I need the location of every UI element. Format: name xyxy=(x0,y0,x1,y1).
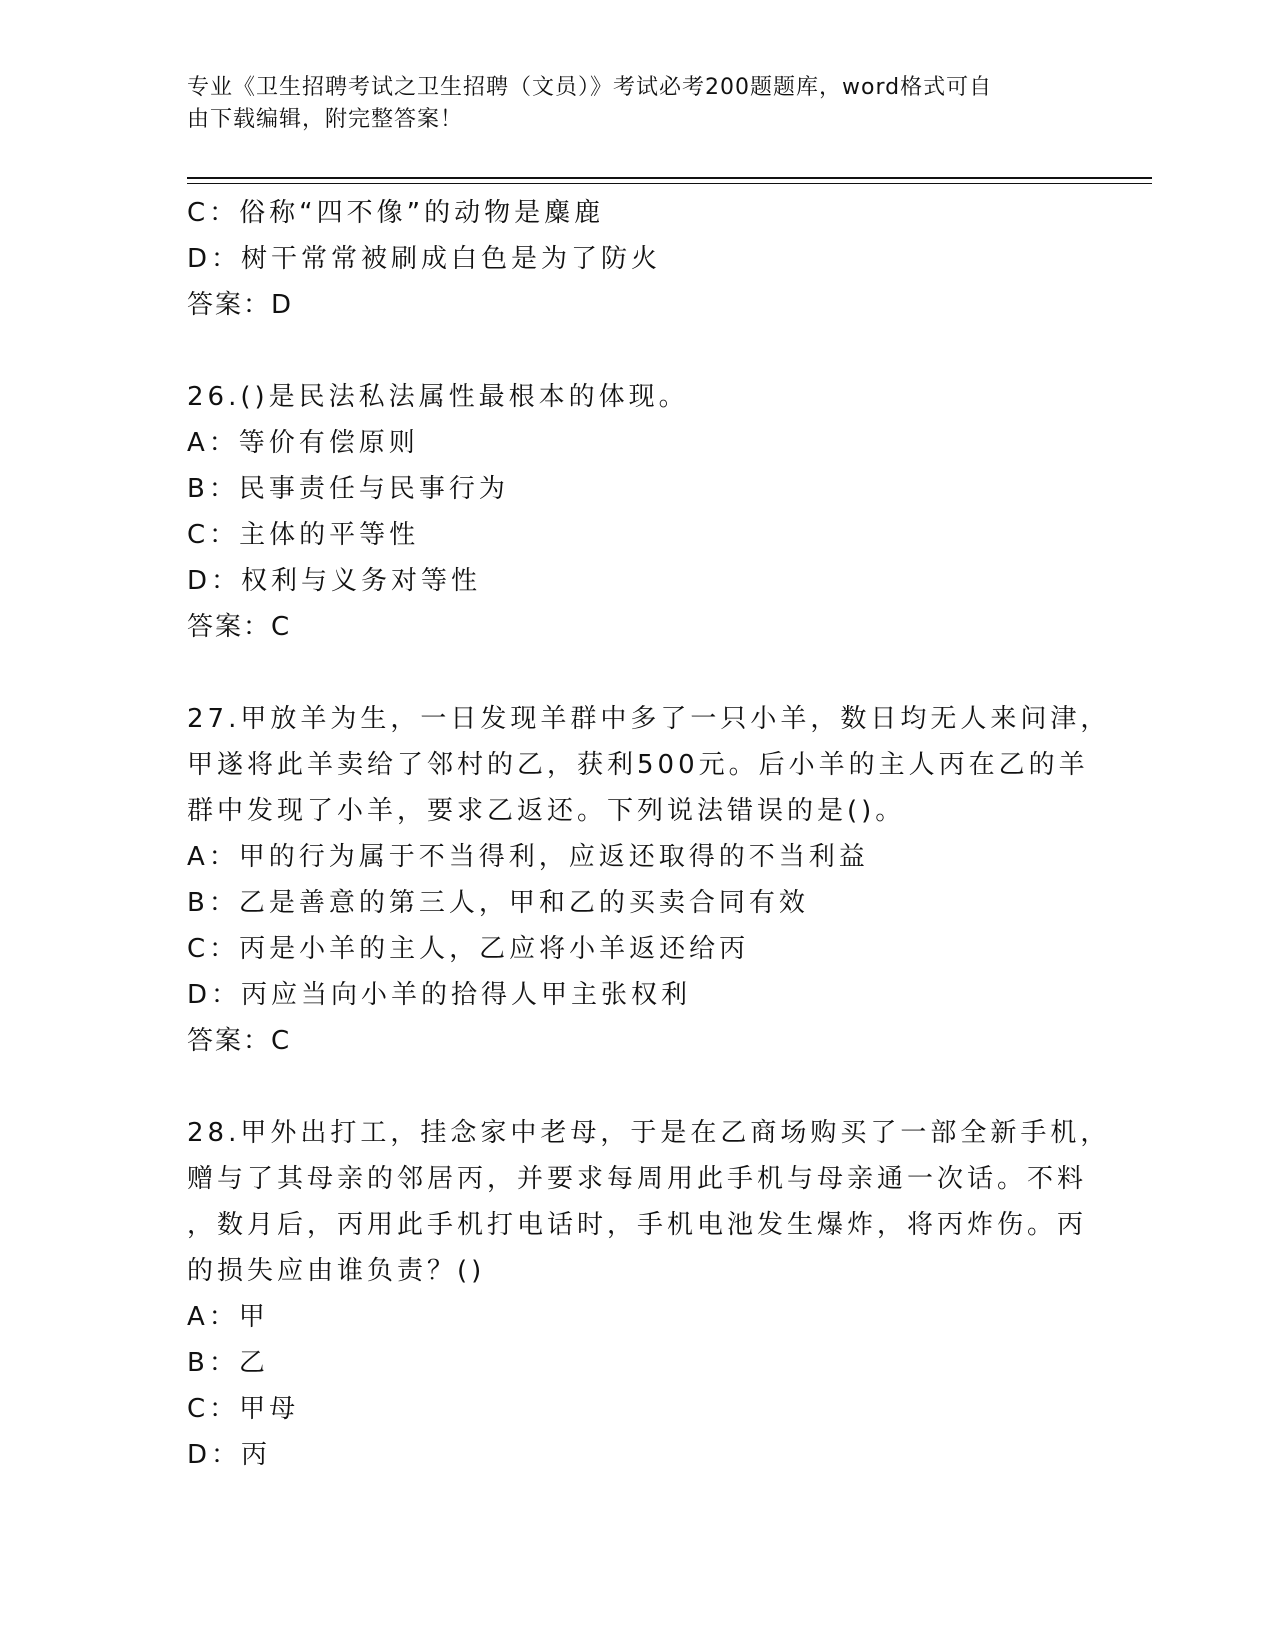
spacer xyxy=(187,1064,1067,1110)
answer-line: 答案：C xyxy=(187,612,292,642)
question-text xyxy=(187,1110,1111,1294)
spacer xyxy=(187,328,1067,374)
question-26 xyxy=(187,374,1067,650)
question-text xyxy=(187,696,1111,834)
question-list xyxy=(187,190,1111,1478)
question-text-line: 28.甲外出打工，挂念家中老母，于是在乙商场购买了一部全新手机， xyxy=(187,1118,1111,1148)
answer-line: 答案：C xyxy=(187,1026,292,1056)
document-header xyxy=(187,72,1067,136)
option-d: D：权利与义务对等性 xyxy=(187,566,482,596)
question-28 xyxy=(187,1110,1111,1478)
option-c: C：甲母 xyxy=(187,1394,300,1424)
question-25-tail xyxy=(187,190,1067,328)
header-line-2: 由下载编辑，附完整答案！ xyxy=(187,107,464,132)
option-a: A：甲的行为属于不当得利，应返还取得的不当利益 xyxy=(187,842,869,872)
question-text-line: ，数月后，丙用此手机打电话时，手机电池发生爆炸，将丙炸伤。丙 xyxy=(187,1210,1088,1240)
option-c: C：主体的平等性 xyxy=(187,520,420,550)
question-text-line: 赠与了其母亲的邻居丙，并要求每周用此手机与母亲通一次话。不料 xyxy=(187,1164,1088,1194)
question-text-line: 群中发现了小羊，要求乙返还。下列说法错误的是()。 xyxy=(187,796,906,826)
header-rule-thick xyxy=(187,177,1152,179)
answer-line: 答案：D xyxy=(187,290,294,320)
option-b: B：乙 xyxy=(187,1348,269,1378)
question-text-line: 甲遂将此羊卖给了邻村的乙，获利500元。后小羊的主人丙在乙的羊 xyxy=(187,750,1089,780)
header-line-1: 专业《卫生招聘考试之卫生招聘（文员）》考试必考200题题库，word格式可自 xyxy=(187,75,993,100)
option-b: B：乙是善意的第三人，甲和乙的买卖合同有效 xyxy=(187,888,809,918)
header-rule-thin xyxy=(187,183,1152,184)
option-b: B：民事责任与民事行为 xyxy=(187,474,509,504)
option-c: C：丙是小羊的主人，乙应将小羊返还给丙 xyxy=(187,934,750,964)
spacer xyxy=(187,650,1067,696)
option-d: D：丙应当向小羊的拾得人甲主张权利 xyxy=(187,980,692,1010)
option-a: A：等价有偿原则 xyxy=(187,428,419,458)
option-a: A：甲 xyxy=(187,1302,269,1332)
question-27 xyxy=(187,696,1111,1064)
question-text-line: 27.甲放羊为生，一日发现羊群中多了一只小羊，数日均无人来问津， xyxy=(187,704,1111,734)
option-c: C：俗称“四不像”的动物是麋鹿 xyxy=(187,198,605,228)
option-d: D：树干常常被刷成白色是为了防火 xyxy=(187,244,662,274)
question-text-line: 的损失应由谁负责？() xyxy=(187,1256,486,1286)
option-d: D：丙 xyxy=(187,1440,272,1470)
question-text-line: 26.()是民法私法属性最根本的体现。 xyxy=(187,382,689,412)
question-text xyxy=(187,374,1067,420)
